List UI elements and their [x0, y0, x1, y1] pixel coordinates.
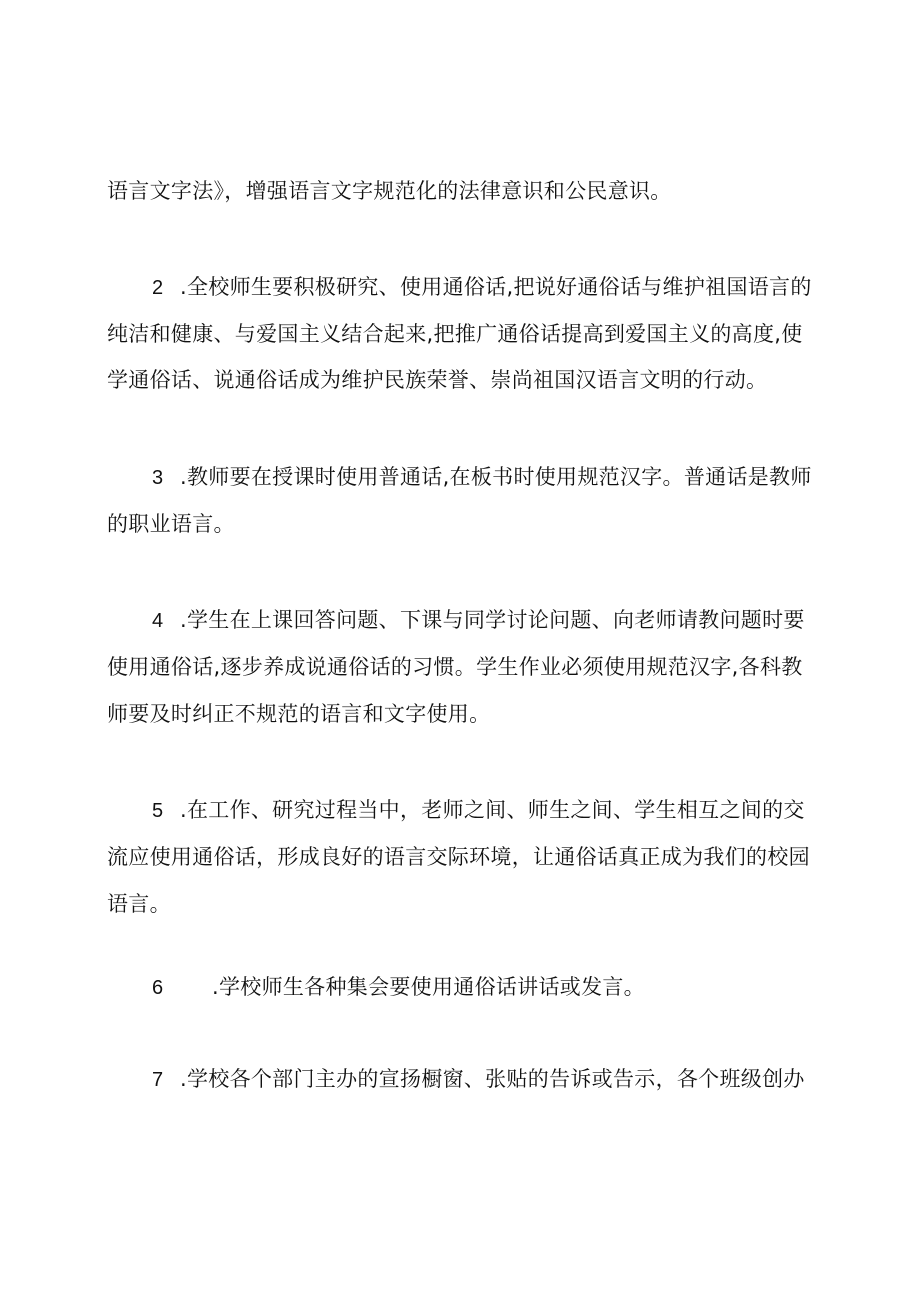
paragraph-7-number: 7 [152, 1069, 164, 1091]
paragraph-7-line-1 [152, 1064, 805, 1095]
paragraph-3-line-1 [152, 462, 812, 493]
paragraph-2-line-2: 纯洁和健康、与爱国主义结合起来,把推广通俗话提高到爱国主义的高度,使 [107, 322, 803, 346]
paragraph-4-text: .学生在上课回答问题、下课与同学讨论问题、向老师请教问题时要 [180, 608, 805, 632]
paragraph-4-line-3: 师要及时纠正不规范的语言和文字使用。 [107, 702, 491, 726]
paragraph-4-line-2: 使用通俗话,逐步养成说通俗话的习惯。学生作业必须使用规范汉字,各科教 [107, 655, 803, 679]
paragraph-2-line-1 [152, 272, 812, 303]
paragraph-3-text: .教师要在授课时使用普通话,在板书时使用规范汉字。普通话是教师 [180, 465, 812, 489]
paragraph-2-number: 2 [152, 277, 164, 299]
paragraph-5-line-2: 流应使用通俗话，形成良好的语言交际环境，让通俗话真正成为我们的校园 [107, 845, 810, 869]
paragraph-6-line-1 [152, 972, 645, 1003]
paragraph-4-number: 4 [152, 610, 164, 632]
paragraph-7-text: .学校各个部门主办的宣扬橱窗、张贴的告诉或告示，各个班级创办 [180, 1067, 805, 1091]
paragraph-6-text: .学校师生各种集会要使用通俗话讲话或发言。 [212, 975, 645, 999]
paragraph-3-line-2: 的职业语言。 [107, 512, 235, 536]
paragraph-2-line-3: 学通俗话、说通俗话成为维护民族荣誉、崇尚祖国汉语言文明的行动。 [107, 368, 768, 392]
paragraph-5-number: 5 [152, 800, 164, 822]
paragraph-5-line-3: 语言。 [107, 892, 171, 916]
paragraph-5-text: .在工作、研究过程当中，老师之间、师生之间、学生相互之间的交 [180, 798, 805, 822]
paragraph-4-line-1 [152, 605, 805, 636]
paragraph-6-number: 6 [152, 977, 164, 999]
paragraph-5-line-1 [152, 795, 805, 826]
paragraph-3-number: 3 [152, 467, 164, 489]
paragraph-1-line-1: 语言文字法》，增强语言文字规范化的法律意识和公民意识。 [107, 179, 672, 203]
paragraph-2-text: .全校师生要积极研究、使用通俗话,把说好通俗话与维护祖国语言的 [180, 275, 812, 299]
